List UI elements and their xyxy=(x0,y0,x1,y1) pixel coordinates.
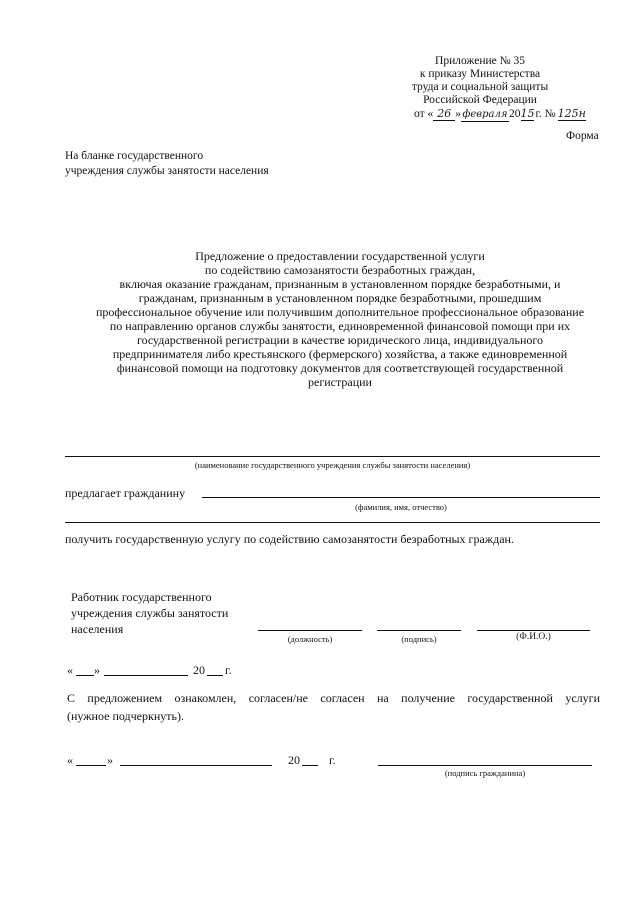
title-line: включая оказание гражданам, признанным в установленном порядке безработными, и xyxy=(119,277,561,291)
position-field[interactable] xyxy=(258,630,362,631)
date-suffix: г. № xyxy=(535,108,556,120)
letterhead-line-2: учреждения службы занятости населения xyxy=(65,165,269,177)
title-line: профессиональное обучение или получившим дополнительное профессиональное образование xyxy=(95,305,585,319)
date2-g: г. xyxy=(329,753,336,767)
date1-month-field[interactable] xyxy=(104,675,188,676)
signature-caption: (подпись) xyxy=(401,634,437,644)
title-line: Предложение о предоставлении государственной услуги xyxy=(195,249,485,263)
title-line: по содействию самозанятости безработных граждан, xyxy=(204,263,476,277)
title-line: государственной регистрации в качестве юридического лица, индивидуального xyxy=(136,333,544,347)
date2-day-field[interactable] xyxy=(76,765,106,766)
receive-text: получить государственную услугу по содействию самозанятости безработных граждан. xyxy=(65,532,514,546)
handwritten-month: февраля xyxy=(462,109,508,120)
citizen-signature-caption: (подпись гражданина) xyxy=(444,768,526,778)
title-line: гражданам, признанным в установленном порядке безработными, прошедшим xyxy=(138,291,542,305)
date2-year-field[interactable] xyxy=(302,765,318,766)
citizen-signature-field[interactable] xyxy=(378,765,592,766)
appendix-date-line xyxy=(414,107,586,122)
worker-line-3: населения xyxy=(71,622,124,636)
title-line: по направлению органов службы занятости, единовременной финансовой помощи при их xyxy=(109,319,571,333)
worker-fio-field[interactable] xyxy=(477,630,590,631)
handwritten-day: 26 xyxy=(433,107,455,121)
citizen-fio-field-continuation[interactable] xyxy=(65,522,600,523)
handwritten-year: 15 xyxy=(520,107,535,120)
worker-line-2: учреждения службы занятости xyxy=(71,606,229,620)
date2-month-field[interactable] xyxy=(120,765,272,766)
appendix-line-2: к приказу Министерства xyxy=(419,68,541,80)
date1-year-field[interactable] xyxy=(207,675,223,676)
date1-open-quote: « xyxy=(67,663,73,677)
acknowledge-line-1: С предложением ознакомлен, согласен/не согласен на получение государственной услуги xyxy=(67,691,600,705)
date2-year-prefix: 20 xyxy=(288,753,300,767)
citizen-fio-field[interactable] xyxy=(202,497,600,498)
appendix-line-3: труда и социальной защиты xyxy=(411,81,549,93)
date-mid: » xyxy=(455,108,461,120)
fio-caption: (фамилия, имя, отчество) xyxy=(355,502,447,512)
date-year-prefix: 20 xyxy=(509,108,521,120)
position-caption: (должность) xyxy=(287,634,333,644)
letterhead-line-1: На бланке государственного xyxy=(65,150,204,162)
offer-label: предлагает гражданину xyxy=(65,486,186,500)
title-line: регистрации xyxy=(308,375,372,389)
date1-g: г. xyxy=(225,663,232,677)
institution-name-field[interactable] xyxy=(65,456,600,457)
date-prefix: от « xyxy=(414,108,434,120)
title-line: предпринимателя либо крестьянского (фермерского) хозяйства, а также единовременной xyxy=(112,347,568,361)
institution-caption: (наименование государственного учреждения службы занятости населения) xyxy=(194,460,471,470)
date2-close-quote: » xyxy=(107,753,113,767)
date1-day-field[interactable] xyxy=(76,675,94,676)
appendix-line-1: Приложение № 35 xyxy=(435,55,525,67)
date2-open-quote: « xyxy=(67,753,73,767)
worker-line-1: Работник государственного xyxy=(71,590,212,604)
worker-fio-caption: (Ф.И.О.) xyxy=(516,632,551,642)
title-line: финансовой помощи на подготовку документов для соответствующей государственной xyxy=(116,361,564,375)
appendix-line-4: Российской Федерации xyxy=(423,94,537,106)
acknowledge-line-2: (нужное подчеркнуть). xyxy=(67,709,184,723)
signature-field[interactable] xyxy=(377,630,461,631)
handwritten-order-number: 125н xyxy=(557,107,586,120)
date1-close-quote: » xyxy=(94,663,100,677)
date1-year-prefix: 20 xyxy=(193,663,205,677)
form-label: Форма xyxy=(566,130,599,142)
